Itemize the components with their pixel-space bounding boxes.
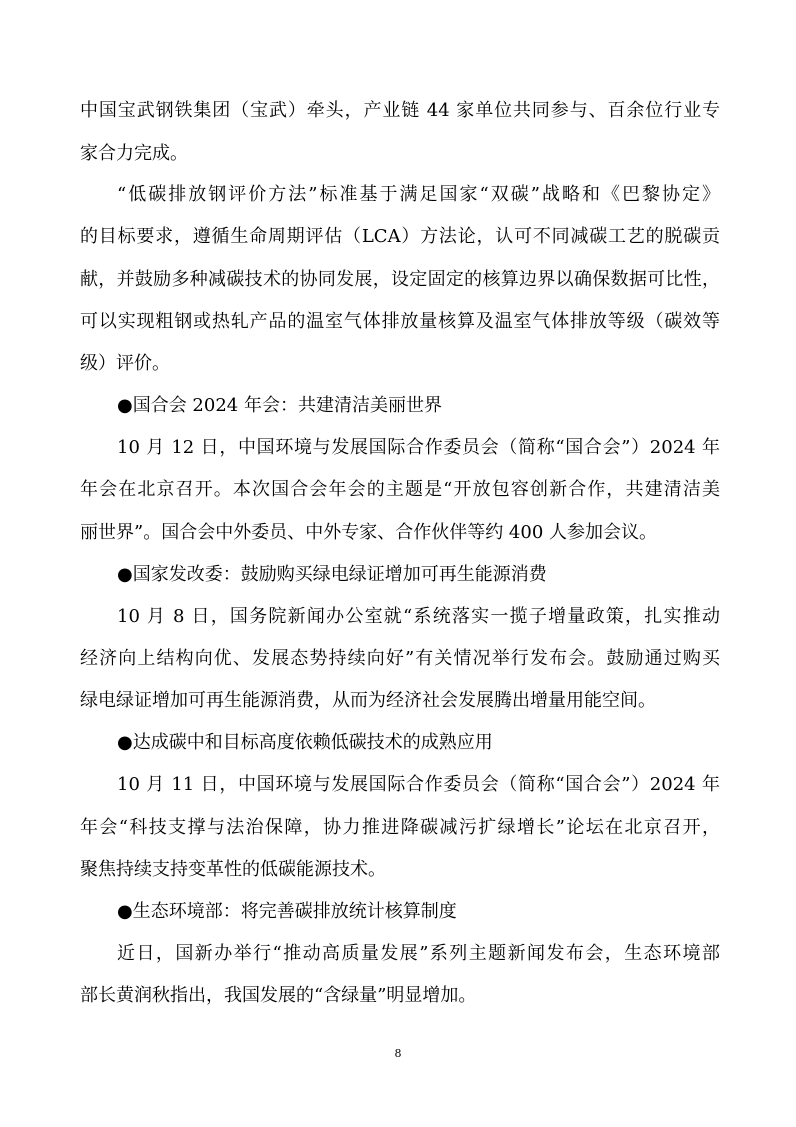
body-line: 10 月 12 日，中国环境与发展国际合作委员会（简称“国合会”）2024 年 <box>117 437 720 458</box>
page-number: 8 <box>394 1047 402 1060</box>
body-line: 经济向上结构向优、发展态势持续向好”有关情况举行发布会。鼓励通过购买 <box>80 648 720 669</box>
body-line: 年会在北京召开。本次国合会年会的主题是“开放包容创新合作，共建清洁美 <box>80 479 720 500</box>
section-heading: ●达成碳中和目标高度依赖低碳技术的成熟应用 <box>117 732 493 753</box>
body-line: 的目标要求，遵循生命周期评估（LCA）方法论，认可不同减碳工艺的脱碳贡 <box>80 226 720 247</box>
section-heading: ●国家发改委：鼓励购买绿电绿证增加可再生能源消费 <box>117 564 547 585</box>
section-heading: ●国合会 2024 年会：共建清洁美丽世界 <box>117 395 442 416</box>
body-line: 10 月 11 日，中国环境与发展国际合作委员会（简称“国合会”）2024 年 <box>117 774 720 795</box>
body-line: 部长黄润秋指出，我国发展的“含绿量”明显增加。 <box>80 985 477 1006</box>
body-line: 近日，国新办举行“推动高质量发展”系列主题新闻发布会，生态环境部 <box>117 943 720 964</box>
body-line: “低碳排放钢评价方法”标准基于满足国家“双碳”战略和《巴黎协定》 <box>117 184 720 205</box>
body-line: 聚焦持续支持变革性的低碳能源技术。 <box>80 859 386 880</box>
body-line: 献，并鼓励多种减碳技术的协同发展，设定固定的核算边界以确保数据可比性， <box>80 269 720 290</box>
body-line: 中国宝武钢铁集团（宝武）牵头，产业链 44 家单位共同参与、百余位行业专 <box>80 100 720 121</box>
section-heading: ●生态环境部：将完善碳排放统计核算制度 <box>117 901 457 922</box>
body-line: 丽世界”。国合会中外委员、中外专家、合作伙伴等约 400 人参加会议。 <box>80 522 657 543</box>
body-line: 绿电绿证增加可再生能源消费，从而为经济社会发展腾出增量用能空间。 <box>80 690 656 711</box>
body-line: 家合力完成。 <box>80 143 188 164</box>
body-line: 级）评价。 <box>80 353 170 374</box>
body-line: 年会“科技支撑与法治保障，协力推进降碳减污扩绿增长”论坛在北京召开， <box>80 817 720 838</box>
body-line: 可以实现粗钢或热轧产品的温室气体排放量核算及温室气体排放等级（碳效等 <box>80 311 720 332</box>
body-line: 10 月 8 日，国务院新闻办公室就“系统落实一揽子增量政策，扎实推动 <box>117 606 720 627</box>
